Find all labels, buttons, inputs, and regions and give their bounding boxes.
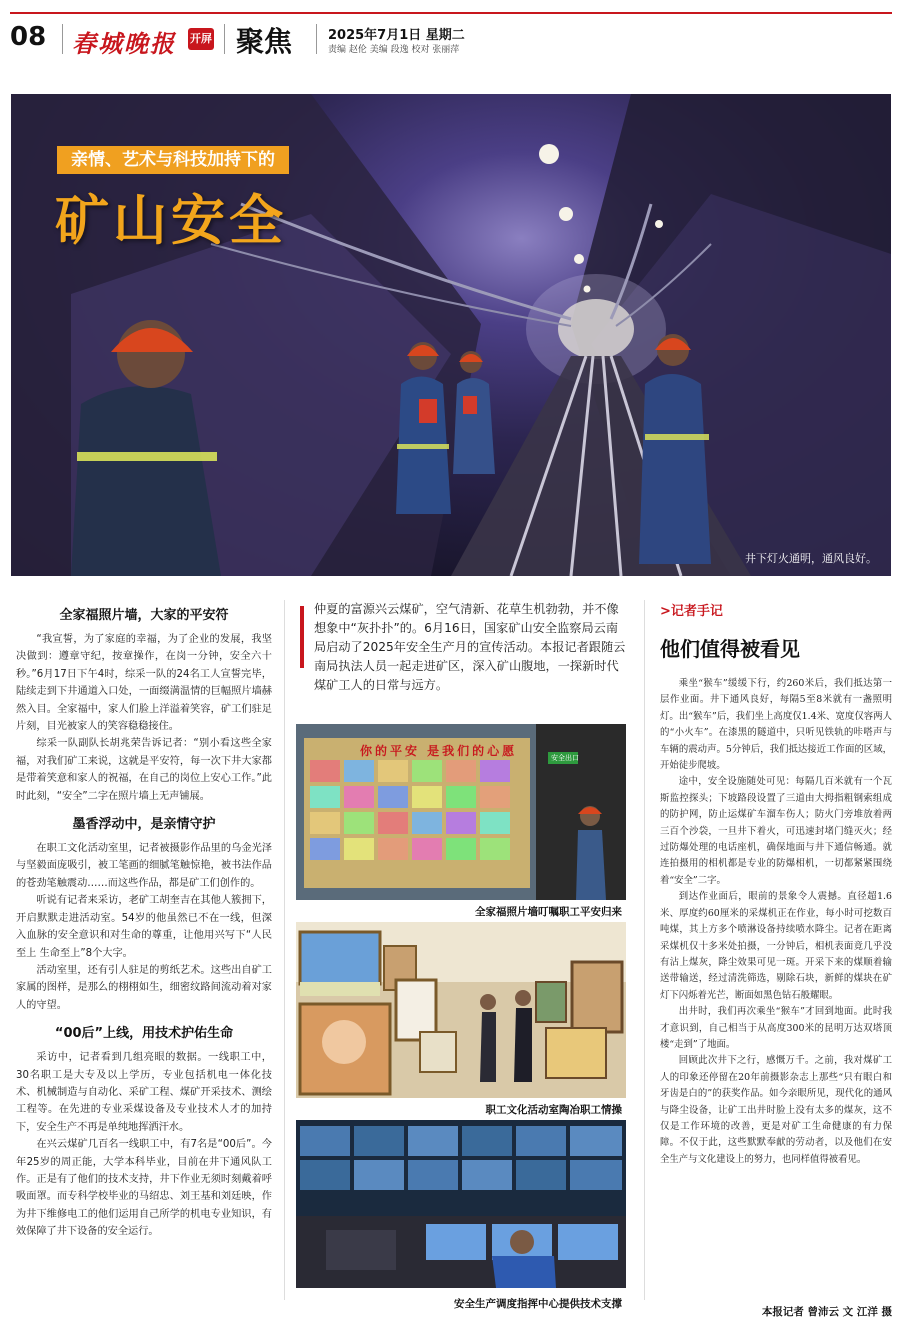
culture-room-illustration <box>296 922 626 1098</box>
newspaper-logo: 春城晚报 <box>72 29 176 58</box>
top-red-rule <box>10 12 892 14</box>
paragraph: 在职工文化活动室里，记者被摄影作品里的乌金光泽与坚毅面庞吸引，被工笔画的细腻笔触惊艳，被书法作品的苍劲笔触震动……而这些作品，都是矿工们创作的。 <box>16 843 272 889</box>
section-body <box>16 1049 272 1240</box>
paragraph: 活动室里，还有引人驻足的剪纸艺术。这些出自矿工家属的图样，是那么的栩栩如生，细密纹路间流动着对家人的守望。 <box>16 964 272 1011</box>
headline-kicker: 亲情、艺术与科技加持下的 <box>57 146 289 174</box>
left-column <box>16 600 272 1241</box>
byline: 本报记者 曾沛云 文 江洋 摄 <box>761 1306 892 1318</box>
paragraph: “我宣誓，为了家庭的幸福，为了企业的发展，我坚决做到：遵章守纪，按章操作，在岗一分钟，安全六十秒。”6月17日下午4时，综采一队的24名工人宣誓完毕，陆续走到下井通道入口处，一面缀满温情的巨幅照片墙赫然入目。全家福中，家人们脸上洋溢着笑容，矿工们驻足片刻，目光被家人的笑容稳稳接住。 <box>16 634 272 733</box>
photo-family-wall <box>296 724 626 900</box>
header-divider <box>224 24 225 54</box>
header-divider <box>62 24 63 54</box>
photo-culture-room <box>296 922 626 1098</box>
hero-photo <box>11 94 891 576</box>
photo-caption: 职工文化活动室陶冶职工情操 <box>485 1104 622 1116</box>
photo-wall-title: 你的平安 是我们的心愿 <box>360 744 518 758</box>
paragraph: 回顾此次井下之行，感慨万千。之前，我对煤矿工人的印象还停留在20年前摄影杂志上那些“只有眼白和牙齿是白的”的获奖作品。如今亲眼所见，现代化的通风与降尘设备，让矿工出井时脸上没有太多的煤灰，这不仅是工作环境的改善，更是对矿工生命健康的有力保障。不仅于此，这些默默奉献的劳动者，以及他们在安全生产与文化建设上的努力，也同样值得被看见。 <box>660 1055 892 1165</box>
middle-column <box>296 600 626 1310</box>
issue-date: 2025年7月1日 星期二 <box>328 28 465 43</box>
photo-control-center <box>296 1120 626 1288</box>
reporter-note-body <box>660 676 892 1168</box>
paragraph: 出井时，我们再次乘坐“猴车”才回到地面。此时我才意识到，自己相当于从高度300米的昆明万达双塔顶楼“走到”了地面。 <box>660 1006 892 1050</box>
paragraph: 听说有记者来采访，老矿工胡奎吉在其他人簇拥下，开启默默走进活动室。54岁的他虽然已不在一线，但深入血脉的安全意识和对生命的尊重，让他用兴写下“人民至上 生命至上”8个大字。 <box>16 895 272 959</box>
section-title: 聚焦 <box>236 25 293 58</box>
header-divider <box>316 24 317 54</box>
app-badge: 开屏 <box>188 28 214 50</box>
subhead-photo-wall: 全家福照片墙，大家的平安符 <box>59 608 229 623</box>
section-body <box>16 840 272 1014</box>
page-number: 08 <box>10 22 47 52</box>
hero-caption: 井下灯火通明，通风良好。 <box>745 552 877 565</box>
paragraph: 综采一队副队长胡兆荣告诉记者：“别小看这些全家福，对我们矿工来说，这就是平安符，每一次下井大家都是带着笑意和家人的祝福，在自己的岗位上安心工作。”此时此刻，“安全”二字在照片墙上无声铺展。 <box>16 738 272 802</box>
subhead-tech: “00后”上线，用技术护佑生命 <box>54 1026 234 1042</box>
reporter-note-title: 他们值得被看见 <box>660 637 800 661</box>
paragraph: 途中，安全设施随处可见：每隔几百米就有一个瓦斯监控探头；下坡路段设置了三道由大拇指粗钢索组成的防护网，防止运煤矿车溜车伤人；防火门旁堆放着两三百个沙袋，一旦井下着火，可迅速封堵门缝灭火；经过防爆处理的电话座机，确保地面与井下通信畅通。就连拍摄用的相机都是专业的防爆相机，一切都紧紧围绕着“安全”二字。 <box>660 776 892 886</box>
exit-sign-text: 安全出口 <box>551 754 579 762</box>
subhead-ink-art: 墨香浮动中，是亲情守护 <box>72 817 216 833</box>
column-divider <box>284 600 285 1300</box>
lead-paragraph: 仲夏的富源兴云煤矿，空气清新、花草生机勃勃，并不像想象中“灰扑扑”的。6月16日，国家矿山安全监察局云南局启动了2025年安全生产月的宣传活动。本报记者跟随云南局执法人员一起走进矿区，深入矿山腹地，一探新时代煤矿工人的日常与远方。 <box>296 600 626 695</box>
right-column <box>660 600 892 1168</box>
column-divider <box>644 600 645 1300</box>
editor-credits: 责编 赵伦 美编 段逸 校对 张丽萍 <box>328 45 460 55</box>
section-body <box>16 631 272 805</box>
paragraph: 乘坐“猴车”缓缓下行，约260米后，我们抵达第一层作业面。井下通风良好，每隔5至8米就有一盏照明灯。出“猴车”后，我们坐上高度仅1.4米、宽度仅容两人的“小火车”。在漆黑的隧道中，只听见铁轨的咔嗒声与车辆的震动声。5分钟后，我们抵达接近工作面的区域，开始徒步爬坡。 <box>660 678 892 772</box>
paragraph: 采访中，记者看到几组亮眼的数据。一线职工中，30名职工是大专及以上学历，专业包括机电一体化技术、机械制造与自动化、采矿工程、煤矿开采技术、测绘工程等。在先进的专业采煤设备及专业技术人才的加持下，安全生产不再是单纯地挥洒汗水。 <box>16 1052 272 1133</box>
paragraph: 在兴云煤矿几百名一线职工中，有7名是“00后”。今年25岁的周正能，大学本科毕业，目前在井下通风队工作。正是有了他们的技术支持，井下作业无须时刻戴着呼吸面罩。而专科学校毕业的马绍忠、刘王基和刘廷映，作为井下维修电工的他们运用自己所学的机电专业知识，有效保障了井下设备的安全运行。 <box>16 1139 272 1238</box>
photo-caption: 安全生产调度指挥中心提供技术支撑 <box>454 1298 622 1310</box>
reporter-note-tag: >记者手记 <box>660 604 723 619</box>
photo-caption: 全家福照片墙叮嘱职工平安归来 <box>475 906 622 918</box>
paragraph: 到达作业面后，眼前的景象令人震撼。直径超1.6米、厚度约60厘米的采煤机正在作业，每小时可挖数百吨煤，其上方多个喷淋设备持续喷水降尘。记者在距离采煤机仅十多米处拍摄，一分钟后，相机表面竟几乎没有沾上煤灰，降尘效果可见一斑。开采下来的煤顺着输送带输送，经过清洗筛选，剔除石块，新鲜的煤块在矿灯下闪烁着光芒，断面如黑色钻石般耀眼。 <box>660 891 892 1001</box>
page-header <box>10 18 892 60</box>
headline-title: 矿山安全 <box>55 189 287 252</box>
control-center-illustration <box>296 1120 626 1288</box>
